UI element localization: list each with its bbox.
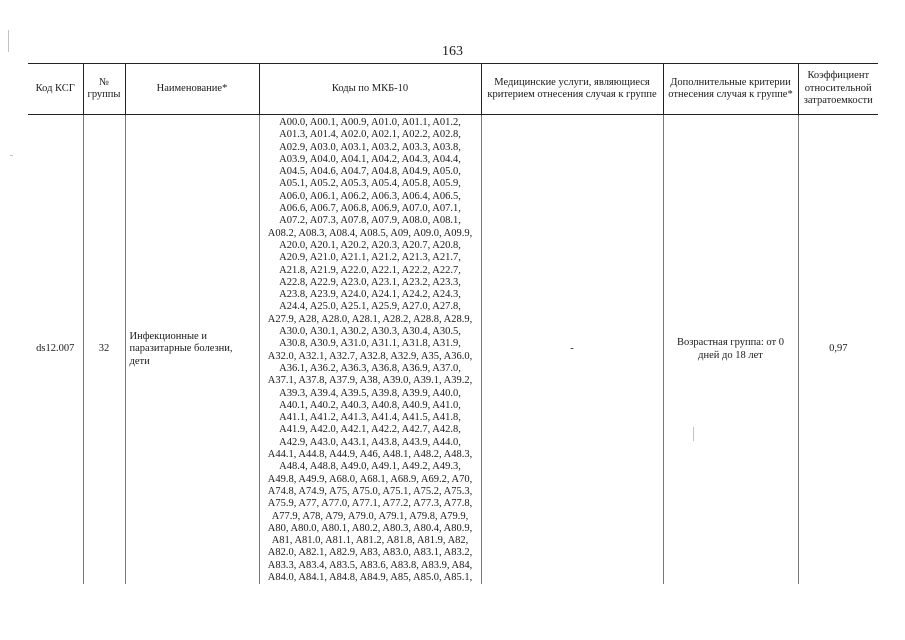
- icd-code-line: A82.0, A82.1, A82.9, A83, A83.0, A83.1, A83.2,: [267, 547, 473, 559]
- icd-code-line: A24.4, A25.0, A25.1, A25.9, A27.0, A27.8,: [279, 301, 461, 313]
- icd-code-line: A00.0, A00.1, A00.9, A01.0, A01.1, A01.2,: [279, 117, 461, 128]
- icd-code-line: A37.1, A37.8, A37.9, A38, A39.0, A39.1, A39.2,: [267, 375, 473, 387]
- header-row: [28, 64, 878, 115]
- icd-code-line: A83.3, A83.4, A83.5, A83.6, A83.8, A83.9, A84,: [267, 559, 473, 571]
- icd-code-line: A21.8, A21.9, A22.0, A22.1, A22.2, A22.7,: [279, 264, 461, 276]
- page-number: 163: [442, 44, 463, 59]
- icd-code-line: A81, A81.0, A81.1, A81.2, A81.8, A81.9, A82,: [271, 535, 469, 547]
- header-group-no: № группы: [83, 64, 125, 115]
- cell-additional-criteria: Возрастная группа: от 0 дней до 18 лет: [663, 115, 798, 585]
- ksg-table-container: [28, 63, 878, 584]
- header-coefficient: Коэффициент относительной затратоемкости: [798, 64, 878, 115]
- icd-code-line: A27.9, A28, A28.0, A28.1, A28.2, A28.8, A28.9,: [267, 313, 473, 325]
- icd-code-line: A05.1, A05.2, A05.3, A05.4, A05.8, A05.9,: [279, 178, 461, 190]
- cell-medical-services: -: [481, 115, 663, 585]
- icd-code-line: A74.8, A74.9, A75, A75.0, A75.1, A75.2, A75.3,: [267, 485, 473, 497]
- table-row: [28, 115, 878, 585]
- header-code-ksg: Код КСГ: [28, 64, 83, 115]
- cell-icd-codes: [259, 115, 481, 585]
- icd-code-line: A06.6, A06.7, A06.8, A06.9, A07.0, A07.1,: [279, 203, 461, 215]
- header-additional-criteria: Дополнительные критерии отнесения случая к группе*: [663, 64, 798, 115]
- icd-code-line: A44.1, A44.8, A44.9, A46, A48.1, A48.2, A48.3,: [267, 449, 473, 461]
- icd-code-line: A49.8, A49.9, A68.0, A68.1, A68.9, A69.2, A70,: [267, 473, 473, 485]
- icd-code-line: A22.8, A22.9, A23.0, A23.1, A23.2, A23.3,: [279, 276, 461, 288]
- icd-code-line: A01.3, A01.4, A02.0, A02.1, A02.2, A02.8,: [279, 129, 461, 141]
- scan-artifact: [10, 155, 13, 156]
- icd-code-line: A40.1, A40.2, A40.3, A40.8, A40.9, A41.0,: [279, 399, 461, 411]
- icd-code-line: A30.0, A30.1, A30.2, A30.3, A30.4, A30.5,: [279, 326, 461, 338]
- icd-code-line: A03.9, A04.0, A04.1, A04.2, A04.3, A04.4,: [279, 153, 461, 165]
- table-body: [28, 115, 878, 585]
- icd-code-line: A23.8, A23.9, A24.0, A24.1, A24.2, A24.3,: [279, 289, 461, 301]
- icd-code-line: A77.9, A78, A79, A79.0, A79.1, A79.8, A79.9,: [271, 510, 469, 522]
- icd-code-line: A80, A80.0, A80.1, A80.2, A80.3, A80.4, A80.9,: [267, 522, 473, 534]
- icd-code-line: A84.0, A84.1, A84.8, A84.9, A85, A85.0, A85.1,: [267, 571, 473, 583]
- icd-code-line: A30.8, A30.9, A31.0, A31.1, A31.8, A31.9,: [279, 338, 461, 350]
- cell-coefficient: 0,97: [798, 115, 878, 585]
- cell-code-ksg: ds12.007: [36, 343, 75, 355]
- icd-code-line: A07.2, A07.3, A07.8, A07.9, A08.0, A08.1,: [279, 215, 461, 227]
- icd-code-line: A39.3, A39.4, A39.5, A39.8, A39.9, A40.0,: [279, 387, 461, 399]
- cell-name: Инфекционные и паразитарные болезни, дети: [125, 115, 259, 585]
- icd-code-line: A06.0, A06.1, A06.2, A06.3, A06.4, A06.5,: [279, 190, 461, 202]
- icd-code-line: A02.9, A03.0, A03.1, A03.2, A03.3, A03.8,: [279, 141, 461, 153]
- header-icd-codes: Коды по МКБ-10: [259, 64, 481, 115]
- scan-artifact: [8, 30, 9, 52]
- icd-code-line: A32.0, A32.1, A32.7, A32.8, A32.9, A35, A36.0,: [267, 350, 473, 362]
- icd-code-line: A48.4, A48.8, A49.0, A49.1, A49.2, A49.3,: [279, 461, 461, 473]
- icd-code-line: A08.2, A08.3, A08.4, A08.5, A09, A09.0, A09.9,: [267, 227, 473, 239]
- icd-code-line: A36.1, A36.2, A36.3, A36.8, A36.9, A37.0,: [279, 362, 461, 374]
- icd-code-line: A75.9, A77, A77.0, A77.1, A77.2, A77.3, A77.8,: [267, 498, 473, 510]
- icd-code-line: A20.9, A21.0, A21.1, A21.2, A21.3, A21.7,: [279, 252, 461, 264]
- icd-code-line: A04.5, A04.6, A04.7, A04.8, A04.9, A05.0,: [279, 166, 461, 178]
- icd-code-line: A20.0, A20.1, A20.2, A20.3, A20.7, A20.8,: [279, 239, 461, 251]
- header-name: Наименование*: [125, 64, 259, 115]
- cell-group-no: 32: [83, 115, 125, 585]
- icd-code-line: A41.9, A42.0, A42.1, A42.2, A42.7, A42.8,: [279, 424, 461, 436]
- icd-code-line: A42.9, A43.0, A43.1, A43.8, A43.9, A44.0,: [279, 436, 461, 448]
- icd-code-line: A41.1, A41.2, A41.3, A41.4, A41.5, A41.8,: [279, 412, 461, 424]
- scan-artifact: [693, 427, 694, 441]
- table-header: [28, 64, 878, 115]
- ksg-table: [28, 63, 878, 584]
- header-medical-services: Медицинские услуги, являющиеся критерием отнесения случая к группе: [481, 64, 663, 115]
